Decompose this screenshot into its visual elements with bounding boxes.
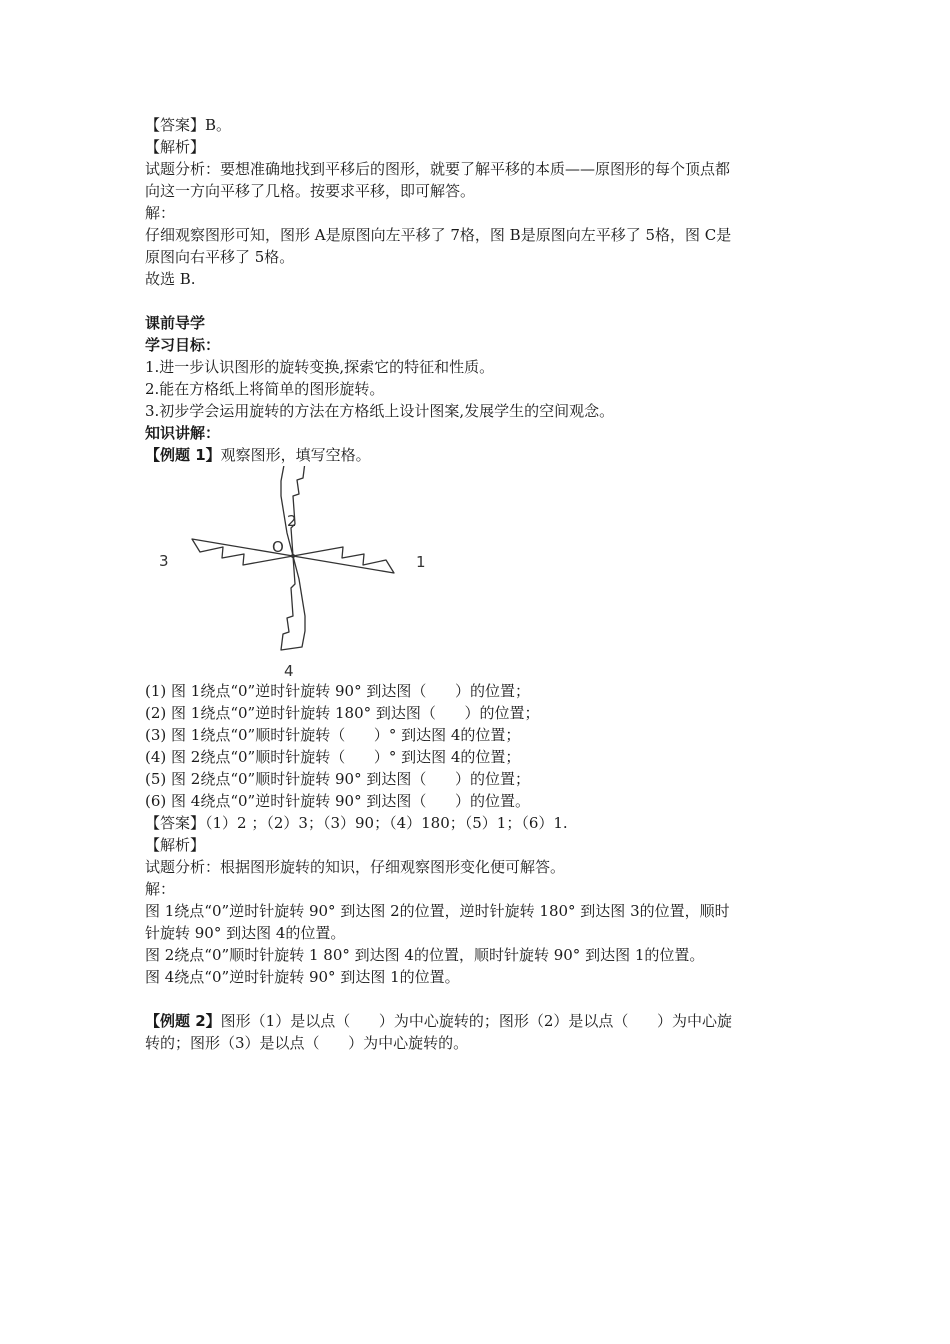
example-2-line: 转的；图形（3）是以点（ ）为中心旋转的。 — [145, 1034, 469, 1052]
center-label: O — [272, 538, 284, 556]
answer-line: 【答案】B。 — [145, 116, 232, 134]
example-1-solution-line: 图 1绕点“0”逆时针旋转 90° 到达图 2的位置，逆时针旋转 180° 到达图 3的位置，顺时 — [145, 902, 730, 920]
example-1-title — [145, 444, 815, 466]
solution-line: 仔细观察图形可知，图形 A是原图向左平移了 7格，图 B是原图向左平移了 5格，图 C是 — [145, 226, 732, 244]
question-item: (3) 图 1绕点“0”顺时针旋转（ ）° 到达图 4的位置； — [145, 726, 521, 744]
question-item: (5) 图 2绕点“0”顺时针旋转 90° 到达图（ ）的位置； — [145, 770, 530, 788]
example-1-analysis: 试题分析：根据图形旋转的知识，仔细观察图形变化便可解答。 — [145, 858, 566, 876]
example-1-solution-line: 图 2绕点“0”顺时针旋转 1 80° 到达图 4的位置，顺时针旋转 90° 到达图 1的位置。 — [145, 946, 705, 964]
goal-item: 3.初步学会运用旋转的方法在方格纸上设计图案,发展学生的空间观念。 — [145, 402, 615, 420]
goal-item: 1.进一步认识图形的旋转变换,探索它的特征和性质。 — [145, 358, 495, 376]
example-1-text: 观察图形，填写空格。 — [220, 446, 371, 464]
example-1-label: 【例题 1】 — [145, 446, 221, 464]
question-item: (4) 图 2绕点“0”顺时针旋转（ ）° 到达图 4的位置； — [145, 748, 521, 766]
rotation-figure — [145, 466, 815, 680]
question-item: (1) 图 1绕点“0”逆时针旋转 90° 到达图（ ）的位置； — [145, 682, 530, 700]
figure-label-2: 2 — [287, 512, 297, 530]
figure-label-4: 4 — [284, 662, 294, 680]
example-2-line — [145, 1010, 815, 1032]
document-page — [145, 114, 815, 1054]
analysis-line: 试题分析：要想准确地找到平移后的图形，就要了解平移的本质——原图形的每个顶点都 — [145, 160, 731, 178]
goal-item: 2.能在方格纸上将简单的图形旋转。 — [145, 380, 385, 398]
example-2-text: 图形（1）是以点（ ）为中心旋转的；图形（2）是以点（ ）为中心旋 — [220, 1012, 732, 1030]
goals-heading: 学习目标： — [145, 336, 221, 354]
analysis-heading: 【解析】 — [145, 138, 206, 156]
example-1-solution-line: 针旋转 90° 到达图 4的位置。 — [145, 924, 346, 942]
example-1-analysis-heading: 【解析】 — [145, 836, 206, 854]
rotation-figure-svg — [145, 466, 465, 680]
shape-4 — [281, 556, 305, 650]
question-item: (6) 图 4绕点“0”逆时针旋转 90° 到达图（ ）的位置。 — [145, 792, 530, 810]
spacer — [145, 988, 815, 1010]
example-1-answer: 【答案】（1）2 ；（2）3；（3）90；（4）180；（5）1；（6）1. — [145, 814, 568, 832]
question-item: (2) 图 1绕点“0”逆时针旋转 180° 到达图（ ）的位置； — [145, 704, 540, 722]
shape-1 — [293, 547, 394, 573]
solution-line: 原图向右平移了 5格。 — [145, 248, 295, 266]
solution-label: 解： — [145, 204, 176, 222]
spacer — [145, 290, 815, 312]
figure-label-3: 3 — [159, 552, 169, 570]
example-1-solution-label: 解： — [145, 880, 176, 898]
analysis-line: 向这一方向平移了几格。按要求平移，即可解答。 — [145, 182, 476, 200]
example-2-label: 【例题 2】 — [145, 1012, 221, 1030]
center-point — [291, 554, 295, 558]
section-heading: 课前导学 — [145, 314, 206, 332]
figure-label-1: 1 — [416, 553, 426, 571]
shape-2 — [281, 466, 305, 556]
example-1-solution-line: 图 4绕点“0”逆时针旋转 90° 到达图 1的位置。 — [145, 968, 460, 986]
choice-line: 故选 B. — [145, 270, 196, 288]
knowledge-heading: 知识讲解： — [145, 424, 221, 442]
